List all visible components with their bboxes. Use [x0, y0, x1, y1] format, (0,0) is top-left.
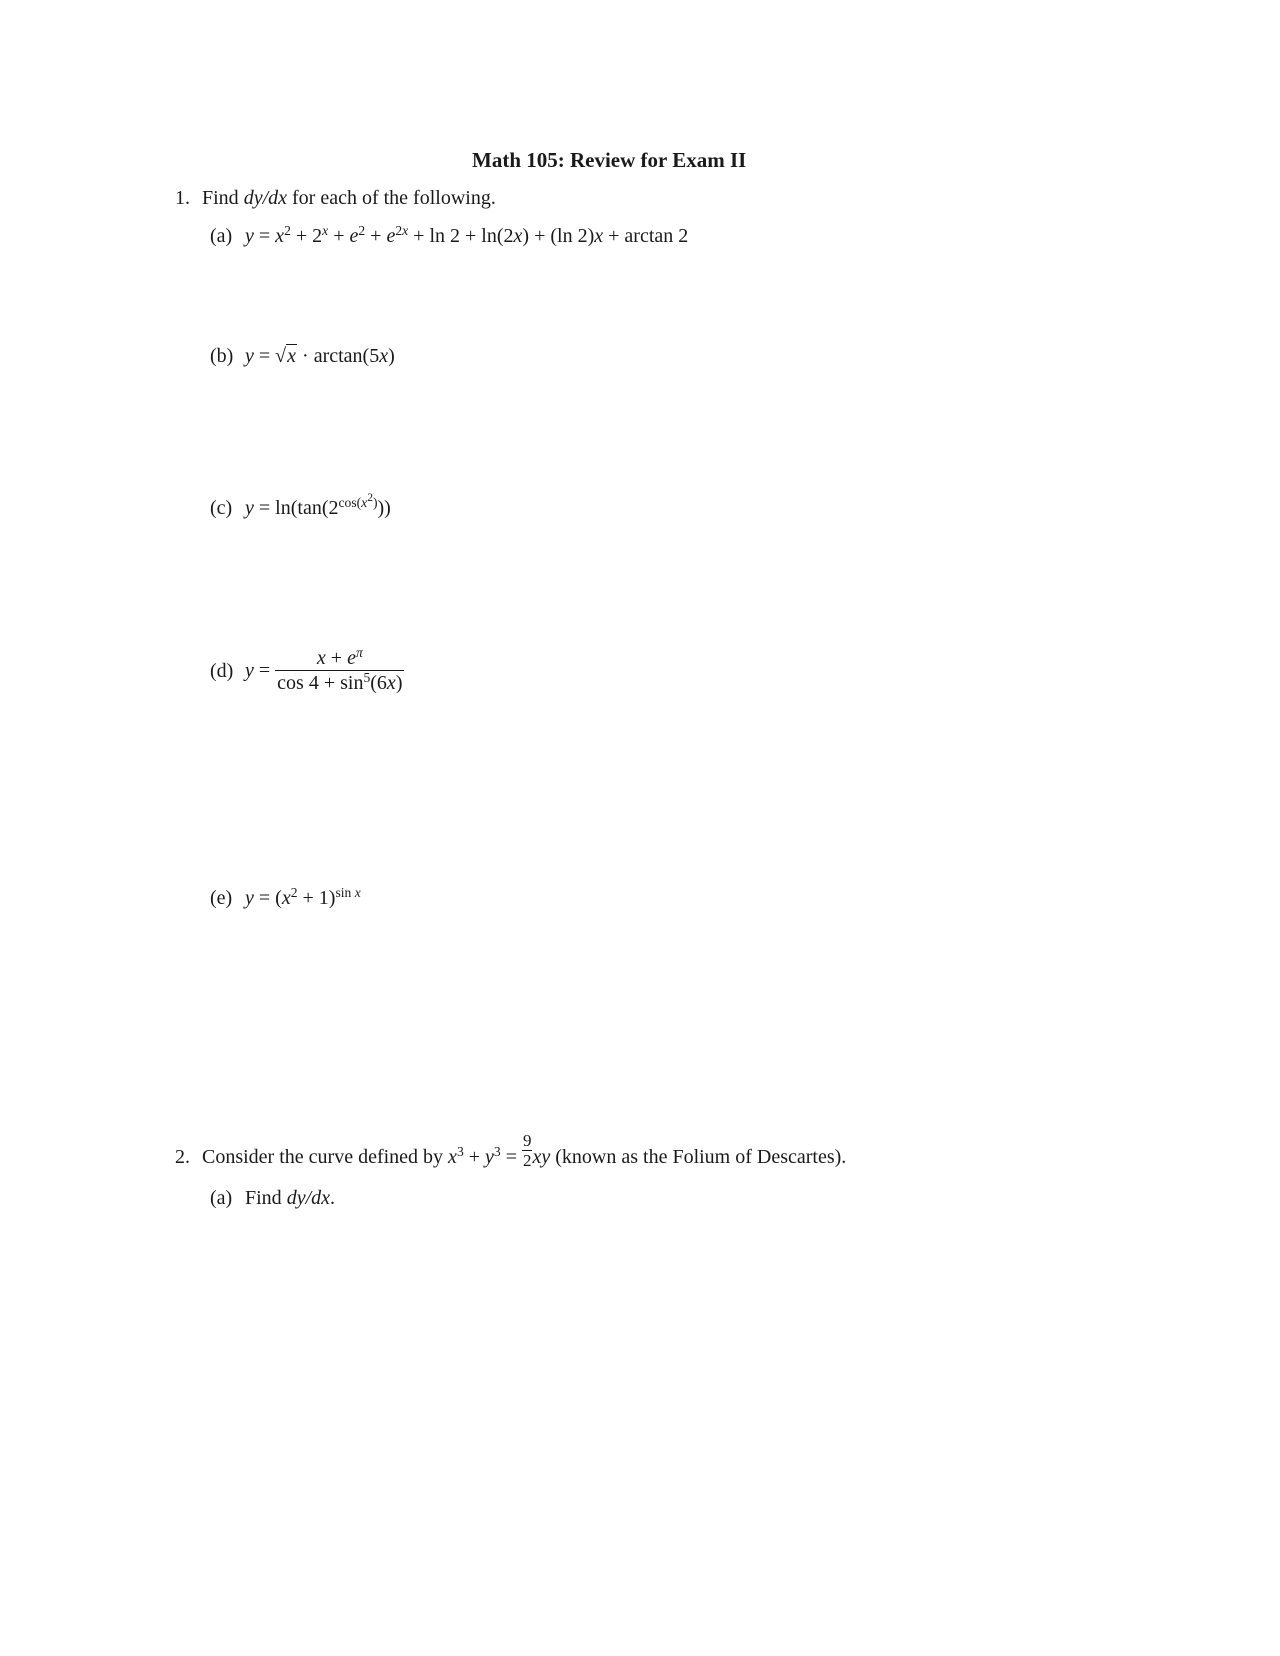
square-root: √x	[275, 345, 297, 367]
problem-number: 2.	[175, 1146, 190, 1168]
fraction	[275, 644, 404, 694]
problem-1a	[210, 222, 689, 247]
problem-1-prompt	[175, 188, 496, 208]
prompt-text: Find	[202, 187, 244, 209]
part-label: (a)	[210, 225, 233, 247]
numerator: $x + e^\pi$	[316, 644, 363, 669]
derivative-notation: dy/dx	[243, 187, 287, 209]
part-label: (d)	[210, 659, 234, 682]
problem-1c	[210, 491, 391, 519]
part-text: Find	[245, 1187, 287, 1209]
math-expression: $x^3 + y^3$ = $\frac{9}{2}$ xy	[448, 1131, 551, 1170]
part-text: .	[330, 1187, 335, 1209]
denominator: 2	[522, 1151, 532, 1170]
page-title: Math 105: Review for Exam II	[472, 148, 747, 172]
problem-1b	[210, 346, 395, 366]
math-expression: y =	[245, 659, 276, 682]
math-expression: $y = x^2 + 2^x + e^2 + e^{2x} + \ln 2 + \ln(2x) + (\ln$ 2)x + arctan 2	[245, 222, 689, 247]
derivative-notation: dy/dx	[286, 1187, 330, 1209]
denominator: $\cos 4 + \sin^5(6x)$	[277, 669, 403, 694]
problem-1d	[210, 644, 404, 694]
part-label: (a)	[210, 1187, 233, 1209]
problem-2a	[210, 1188, 335, 1208]
math-expression: $y = \ln(\tan(2^{cos(x^2)}))$	[245, 491, 391, 519]
math-expression: y = √x · arctan(5x)	[245, 345, 395, 367]
part-label: (c)	[210, 497, 233, 519]
fraction	[522, 1132, 533, 1169]
prompt-text: (known as the Folium of Descartes).	[550, 1146, 847, 1168]
problem-1e	[210, 884, 361, 909]
prompt-text: Consider the curve defined by	[202, 1146, 449, 1168]
part-label: (e)	[210, 887, 233, 909]
prompt-text: for each of the following.	[287, 187, 496, 209]
problem-number: 1.	[175, 187, 190, 209]
numerator: 9	[522, 1131, 532, 1150]
part-label: (b)	[210, 345, 234, 367]
problem-2-prompt	[175, 1132, 846, 1169]
math-expression: $y = (x^2 + 1)^{sin x}$	[245, 884, 361, 909]
